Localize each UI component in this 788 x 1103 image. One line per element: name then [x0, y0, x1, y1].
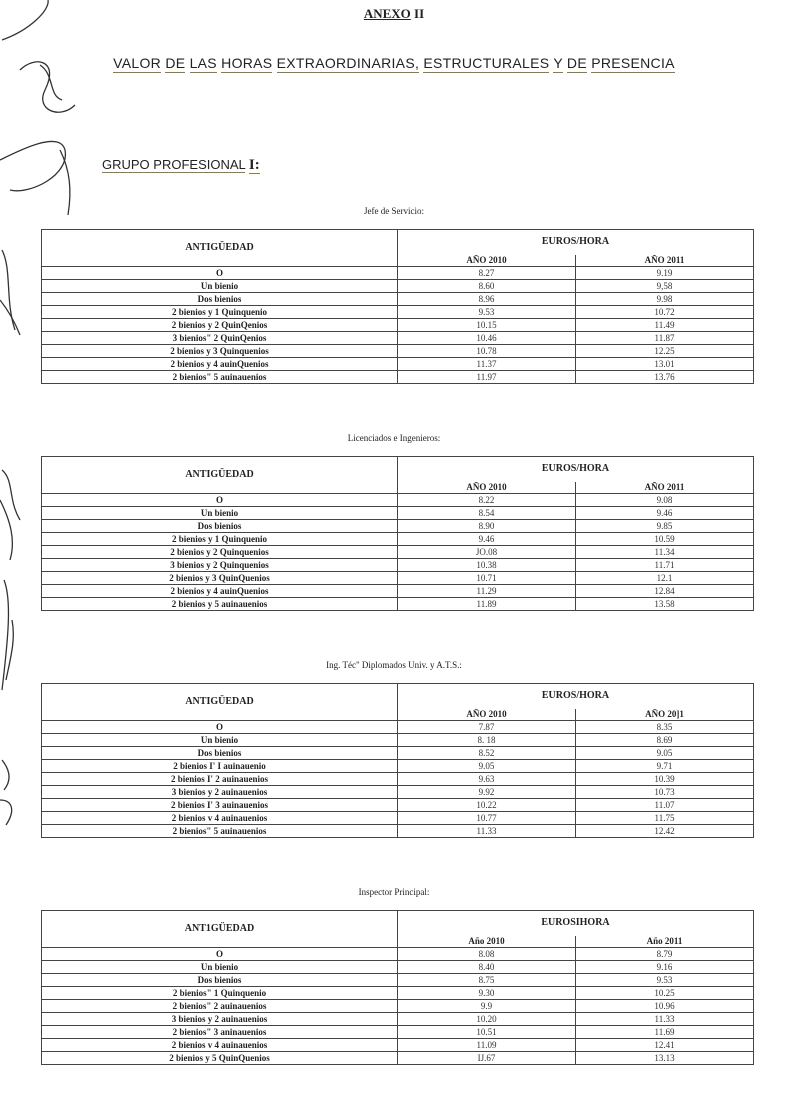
column-header-antiguedad: ANTIGÜEDAD — [42, 230, 398, 267]
value-2011: 9.16 — [576, 961, 754, 974]
value-2011: 9.85 — [576, 520, 754, 533]
seniority-label: 3 bienios y 2 Quinquenios — [42, 559, 398, 572]
year-header-2011: AÑO 20]1 — [576, 709, 754, 721]
value-2010: 10.71 — [398, 572, 576, 585]
year-header-2010: Año 2010 — [398, 936, 576, 948]
value-2011: 8.79 — [576, 948, 754, 961]
seniority-label: Un bienio — [42, 280, 398, 293]
value-2010: 9.30 — [398, 987, 576, 1000]
seniority-label: 2 bienios y 3 QuinQuenios — [42, 572, 398, 585]
title-word: Y — [553, 55, 563, 71]
year-header-2010: AÑO 2010 — [398, 255, 576, 267]
value-2010: 8.52 — [398, 747, 576, 760]
column-header-euros-hora: EUROSIHORA — [398, 911, 754, 936]
title-word: VALOR — [113, 55, 162, 71]
title-word: LAS — [189, 55, 217, 71]
table-row — [42, 507, 754, 520]
value-2011: 12.25 — [576, 345, 754, 358]
value-2011: 9.98 — [576, 293, 754, 306]
value-2010: 9.92 — [398, 786, 576, 799]
year-header-2011: AÑO 2011 — [576, 482, 754, 494]
seniority-label: 2 bienios" 2 auinauenios — [42, 1000, 398, 1013]
seniority-label: 2 bienios y 1 Quinquenio — [42, 306, 398, 319]
value-2011: 10.96 — [576, 1000, 754, 1013]
table-row — [42, 585, 754, 598]
value-2010: 9.05 — [398, 760, 576, 773]
value-2010: 10.77 — [398, 812, 576, 825]
seniority-label: Un bienio — [42, 507, 398, 520]
seniority-label: 2 bienios y 5 QuinQuenios — [42, 1052, 398, 1065]
year-header-2011: Año 2011 — [576, 936, 754, 948]
table-caption: Inspector Principal: — [358, 887, 430, 897]
value-2011: 10.72 — [576, 306, 754, 319]
value-2011: 9.05 — [576, 747, 754, 760]
title-word: EXTRAORDINARIAS, — [276, 55, 420, 71]
value-2011: 11.07 — [576, 799, 754, 812]
table-caption: Ing. Téc" Diplomados Univ. y A.T.S.: — [326, 660, 462, 670]
value-2010: 8.54 — [398, 507, 576, 520]
value-2010: 8.60 — [398, 280, 576, 293]
group-label: GRUPO PROFESIONAL — [102, 157, 246, 172]
value-2011: 12.1 — [576, 572, 754, 585]
value-2011: 11.69 — [576, 1026, 754, 1039]
value-2011: 11.33 — [576, 1013, 754, 1026]
seniority-label: 2 bienios y 1 Quinquenio — [42, 533, 398, 546]
value-2010: 8.40 — [398, 961, 576, 974]
value-2011: 11.87 — [576, 332, 754, 345]
rates-table — [41, 910, 754, 1065]
table-caption: Jefe de Servicio: — [364, 206, 424, 216]
value-2011: 8.69 — [576, 734, 754, 747]
rates-table — [41, 456, 754, 611]
value-2011: 13.01 — [576, 358, 754, 371]
seniority-label: 2 bienios y 2 QuinQenios — [42, 319, 398, 332]
rates-table — [41, 229, 754, 384]
value-2010: 10.51 — [398, 1026, 576, 1039]
value-2010: 9.46 — [398, 533, 576, 546]
seniority-label: Dos bienios — [42, 974, 398, 987]
value-2010: JO.08 — [398, 546, 576, 559]
table-row — [42, 1039, 754, 1052]
table-row — [42, 786, 754, 799]
value-2011: 10.73 — [576, 786, 754, 799]
table-row — [42, 961, 754, 974]
table-row — [42, 1026, 754, 1039]
value-2010: IJ.67 — [398, 1052, 576, 1065]
table-row — [42, 747, 754, 760]
table-row — [42, 533, 754, 546]
title-word: PRESENCIA — [591, 55, 675, 71]
table-row — [42, 358, 754, 371]
value-2011: 11.49 — [576, 319, 754, 332]
seniority-label: 2 bienios I' 2 auinauenios — [42, 773, 398, 786]
title-word: DE — [566, 55, 587, 71]
value-2011: 10.25 — [576, 987, 754, 1000]
seniority-label: Un bienio — [42, 734, 398, 747]
seniority-label: 2 bienios" 1 Quinquenio — [42, 987, 398, 1000]
value-2010: 10.15 — [398, 319, 576, 332]
value-2010: 10.22 — [398, 799, 576, 812]
group-number: I: — [248, 157, 260, 173]
value-2011: 9.19 — [576, 267, 754, 280]
table-row — [42, 306, 754, 319]
table-row — [42, 332, 754, 345]
value-2010: 8.22 — [398, 494, 576, 507]
value-2011: 13.13 — [576, 1052, 754, 1065]
table-row — [42, 948, 754, 961]
table-row — [42, 1000, 754, 1013]
table-row — [42, 319, 754, 332]
group-heading — [102, 157, 260, 174]
annex-number: II — [414, 6, 425, 21]
year-header-2010: AÑO 2010 — [398, 482, 576, 494]
annex-heading — [0, 6, 788, 22]
seniority-label: 2 bienios" 3 aninauenios — [42, 1026, 398, 1039]
seniority-label: 3 bienios" 2 QuinQenios — [42, 332, 398, 345]
value-2011: 12.84 — [576, 585, 754, 598]
column-header-euros-hora: EUROS/HORA — [398, 457, 754, 482]
value-2011: 11.34 — [576, 546, 754, 559]
seniority-label: 2 bienios" 5 auinauenios — [42, 371, 398, 384]
value-2011: 12.42 — [576, 825, 754, 838]
seniority-label: Un bienio — [42, 961, 398, 974]
title-word: DE — [165, 55, 186, 71]
value-2011: 9.53 — [576, 974, 754, 987]
seniority-label: 2 bienios v 4 auinauenios — [42, 1039, 398, 1052]
seniority-label: O — [42, 494, 398, 507]
value-2010: 9.9 — [398, 1000, 576, 1013]
value-2010: 10.46 — [398, 332, 576, 345]
seniority-label: Dos bienios — [42, 293, 398, 306]
seniority-label: 2 bienios I' I auinauenio — [42, 760, 398, 773]
table-row — [42, 773, 754, 786]
table-row — [42, 293, 754, 306]
page-title — [0, 55, 788, 71]
year-header-2010: AÑO 2010 — [398, 709, 576, 721]
table-row — [42, 559, 754, 572]
seniority-label: 2 bienios y 4 auinQuenios — [42, 358, 398, 371]
value-2010: 8.27 — [398, 267, 576, 280]
value-2010: 11.97 — [398, 371, 576, 384]
title-word: HORAS — [221, 55, 273, 71]
value-2010: 11.33 — [398, 825, 576, 838]
value-2010: 11.89 — [398, 598, 576, 611]
table-row — [42, 812, 754, 825]
seniority-label: 2 bienios y 3 Quinquenios — [42, 345, 398, 358]
value-2010: 8.90 — [398, 520, 576, 533]
seniority-label: O — [42, 948, 398, 961]
year-header-2011: AÑO 2011 — [576, 255, 754, 267]
value-2011: 11.75 — [576, 812, 754, 825]
value-2011: 9.71 — [576, 760, 754, 773]
seniority-label: 2 bienios v 4 auinauenios — [42, 812, 398, 825]
value-2010: 10.78 — [398, 345, 576, 358]
table-row — [42, 987, 754, 1000]
value-2010: 9.63 — [398, 773, 576, 786]
seniority-label: O — [42, 721, 398, 734]
table-row — [42, 546, 754, 559]
value-2011: 12.41 — [576, 1039, 754, 1052]
seniority-label: 3 bienios y 2 auinauenios — [42, 786, 398, 799]
value-2010: 8.75 — [398, 974, 576, 987]
value-2011: 8.35 — [576, 721, 754, 734]
value-2010: 11.29 — [398, 585, 576, 598]
value-2010: 8.08 — [398, 948, 576, 961]
value-2011: 11.71 — [576, 559, 754, 572]
seniority-label: 2 bienios" 5 auinauenios — [42, 825, 398, 838]
seniority-label: O — [42, 267, 398, 280]
value-2010: 8.96 — [398, 293, 576, 306]
value-2011: 9,58 — [576, 280, 754, 293]
column-header-antiguedad: ANTIGÜEDAD — [42, 457, 398, 494]
value-2011: 10.39 — [576, 773, 754, 786]
value-2011: 9.08 — [576, 494, 754, 507]
table-row — [42, 721, 754, 734]
value-2010: 8. 18 — [398, 734, 576, 747]
title-word: ESTRUCTURALES — [423, 55, 550, 71]
table-row — [42, 494, 754, 507]
table-row — [42, 598, 754, 611]
seniority-label: Dos bienios — [42, 520, 398, 533]
value-2011: 13.58 — [576, 598, 754, 611]
column-header-antiguedad: ANTIGÜEDAD — [42, 684, 398, 721]
table-row — [42, 1052, 754, 1065]
column-header-euros-hora: EUROS/HORA — [398, 684, 754, 709]
seniority-label: 2 bienios y 5 auinauenios — [42, 598, 398, 611]
table-row — [42, 267, 754, 280]
value-2010: 7.87 — [398, 721, 576, 734]
seniority-label: Dos bienios — [42, 747, 398, 760]
seniority-label: 3 bienios y 2 auinauenios — [42, 1013, 398, 1026]
table-row — [42, 345, 754, 358]
table-row — [42, 799, 754, 812]
value-2010: 9.53 — [398, 306, 576, 319]
column-header-euros-hora: EUROS/HORA — [398, 230, 754, 255]
table-row — [42, 520, 754, 533]
table-row — [42, 974, 754, 987]
value-2011: 9.46 — [576, 507, 754, 520]
rates-table — [41, 683, 754, 838]
table-row — [42, 760, 754, 773]
annex-word: ANEXO — [363, 6, 411, 21]
seniority-label: 2 bienios y 4 auinQuenios — [42, 585, 398, 598]
value-2010: 10.38 — [398, 559, 576, 572]
table-row — [42, 825, 754, 838]
table-row — [42, 371, 754, 384]
table-row — [42, 280, 754, 293]
value-2011: 10.59 — [576, 533, 754, 546]
value-2010: 11.37 — [398, 358, 576, 371]
value-2010: 11.09 — [398, 1039, 576, 1052]
column-header-antiguedad: ANT1GÜEDAD — [42, 911, 398, 948]
table-row — [42, 1013, 754, 1026]
table-row — [42, 572, 754, 585]
seniority-label: 2 bienios y 2 Quinquenios — [42, 546, 398, 559]
value-2010: 10.20 — [398, 1013, 576, 1026]
value-2011: 13.76 — [576, 371, 754, 384]
table-row — [42, 734, 754, 747]
seniority-label: 2 bienios I' 3 auinauenios — [42, 799, 398, 812]
table-caption: Licenciados e Ingenieros: — [347, 433, 441, 443]
